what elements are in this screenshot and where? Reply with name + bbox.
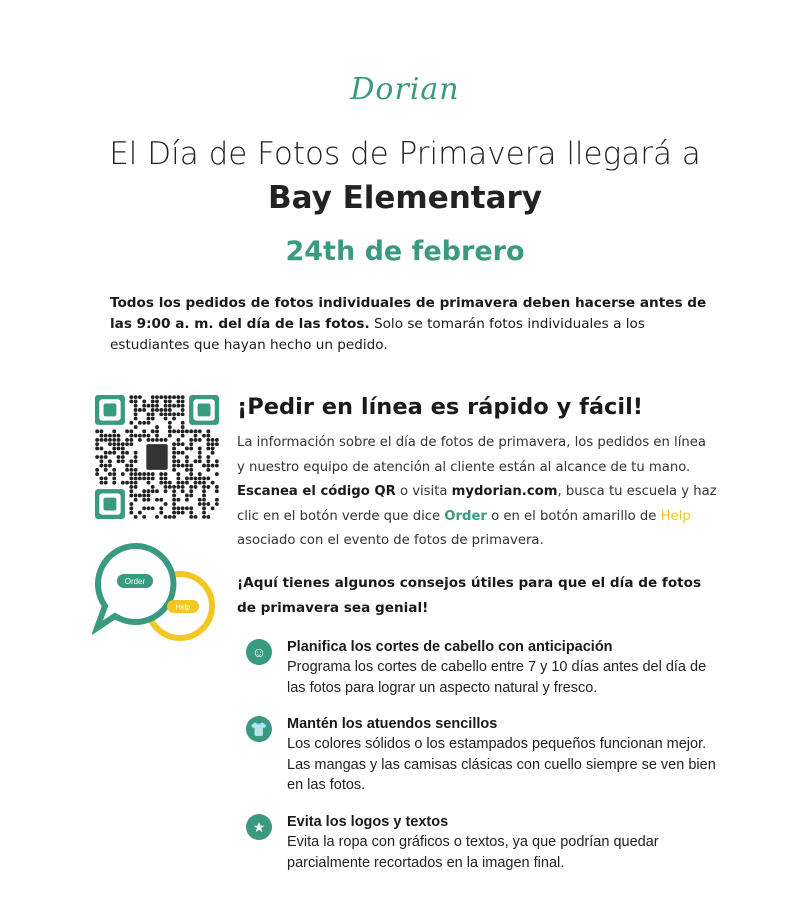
scan-qr-text: Escanea el código QR <box>237 484 396 499</box>
tip-body: Evita la ropa con gráficos o textos, ya que podrían quedar parcialmente recortados en la imagen final. <box>287 834 659 871</box>
online-heading: ¡Pedir en línea es rápido y fácil! <box>237 394 644 420</box>
tip-body: Programa los cortes de cabello entre 7 y 10 días antes del día de las fotos para lograr un aspecto natural y fresco. <box>287 659 707 696</box>
star-icon: ★ <box>246 814 272 840</box>
order-word: Order <box>444 508 487 524</box>
online-text: asociado con el evento de fotos de primavera. <box>237 533 544 548</box>
tip-body: Los colores sólidos o los estampados pequeños funcionan mejor. Las mangas y las camisas clásicas con cuello siempre se ven bien en las fotos. <box>287 736 716 793</box>
online-text: , busca tu escuela y haz clic en el botón verde que dice <box>237 484 717 524</box>
tip-title: Planifica los cortes de cabello con anticipación <box>287 639 613 655</box>
notice-regular: Solo se tomarán fotos individuales a los estudiantes que hayan hecho un pedido. <box>110 316 645 353</box>
school-name: Bay Elementary <box>267 180 543 216</box>
order-deadline-notice <box>110 293 710 356</box>
tip-item <box>246 714 726 796</box>
phone-icon <box>146 444 167 470</box>
help-bubble-label: Help <box>175 604 191 612</box>
tip-title: Mantén los atuendos sencillos <box>287 716 498 732</box>
dorian-logo <box>330 72 480 117</box>
online-text: o en el botón amarillo de <box>486 508 661 524</box>
tips-heading: ¡Aquí tienes algunos consejos útiles para que el día de fotos de primavera sea genial! <box>237 575 702 616</box>
notice-bold: Todos los pedidos de fotos individuales de primavera deben hacerse antes de las 9:00 a. m. del día de las fotos. <box>110 295 707 332</box>
event-date: 24th de febrero <box>285 236 525 267</box>
online-text: o visita <box>395 484 452 499</box>
qr-code[interactable] <box>95 395 219 519</box>
order-bubble-label: Order <box>124 577 146 586</box>
haircut-icon: ☺ <box>246 639 272 665</box>
shirt-icon: 👕 <box>246 716 272 742</box>
qr-finder <box>104 404 117 417</box>
qr-finder <box>198 404 211 417</box>
online-text: La información sobre el día de fotos de primavera, los pedidos en línea y nuestro equipo de atención al cliente están al alcance de tu mano. <box>237 435 706 475</box>
tip-title: Evita los logos y textos <box>287 814 449 830</box>
logo-text: Dorian <box>350 72 460 107</box>
qr-finder <box>104 498 117 511</box>
online-body <box>237 431 717 554</box>
website-link[interactable]: mydorian.com <box>451 484 558 499</box>
tip-item <box>246 637 726 698</box>
tip-item <box>246 812 726 873</box>
help-word: Help <box>660 508 691 524</box>
page-title: El Día de Fotos de Primavera llegará a <box>109 136 701 172</box>
order-help-bubbles-illustration <box>92 538 222 643</box>
